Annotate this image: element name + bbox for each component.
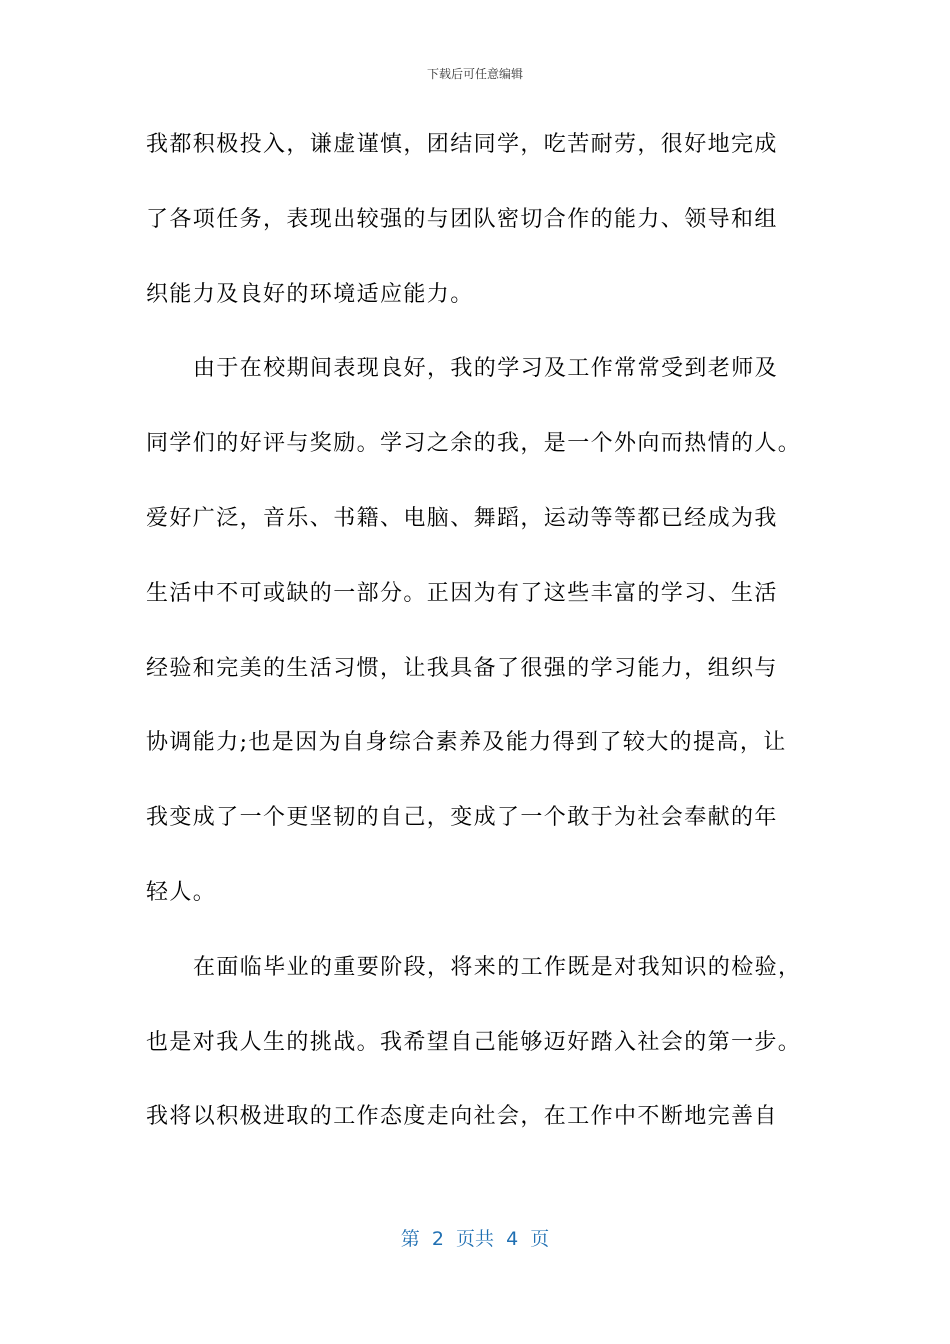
text-line: 轻人。 bbox=[146, 879, 217, 905]
text-line: 同学们的好评与奖励。学习之余的我，是一个外向而热情的人。 bbox=[146, 431, 802, 457]
text-line: 协调能力;也是因为自身综合素养及能力得到了较大的提高，让 bbox=[146, 730, 787, 756]
text-line: 我变成了一个更坚韧的自己，变成了一个敢于为社会奉献的年 bbox=[146, 805, 778, 831]
page-header-note: 下载后可任意编辑 bbox=[426, 67, 523, 81]
text-line: 了各项任务，表现出较强的与团队密切合作的能力、领导和组 bbox=[146, 206, 778, 232]
text-line-paragraph-start: 在面临毕业的重要阶段，将来的工作既是对我知识的检验， bbox=[193, 954, 802, 980]
text-line-paragraph-start: 由于在校期间表现良好，我的学习及工作常常受到老师及 bbox=[193, 356, 779, 382]
text-line: 爱好广泛，音乐、书籍、电脑、舞蹈，运动等等都已经成为我 bbox=[146, 505, 778, 531]
text-line: 我将以积极进取的工作态度走向社会，在工作中不断地完善自 bbox=[146, 1104, 778, 1130]
text-line: 经验和完美的生活习惯，让我具备了很强的学习能力，组织与 bbox=[146, 655, 778, 681]
page-number-footer: 第 2 页共 4 页 bbox=[400, 1228, 550, 1250]
text-line: 我都积极投入，谦虚谨慎，团结同学，吃苦耐劳，很好地完成 bbox=[146, 132, 778, 157]
document-body bbox=[146, 121, 816, 1168]
text-line: 生活中不可或缺的一部分。正因为有了这些丰富的学习、生活 bbox=[146, 580, 778, 606]
text-line: 也是对我人生的挑战。我希望自己能够迈好踏入社会的第一步。 bbox=[146, 1029, 802, 1055]
text-line: 织能力及良好的环境适应能力。 bbox=[146, 281, 474, 307]
